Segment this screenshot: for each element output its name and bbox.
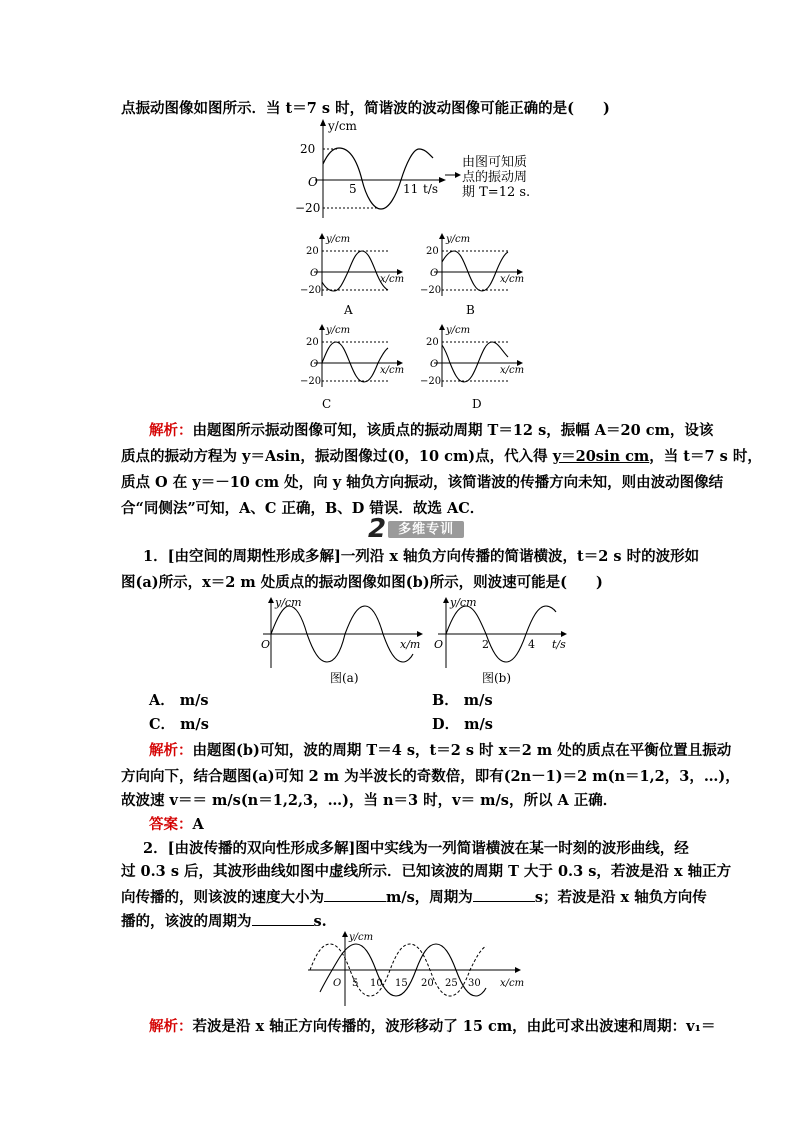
wave-curve: [442, 251, 508, 291]
blank-period-negative[interactable]: [252, 911, 314, 926]
ylabel: y/cm: [349, 932, 374, 943]
note-line-3: 期 T=12 s.: [462, 185, 531, 200]
q2-line-2: 过 0.3 s 后，其波形曲线如图中虚线所示．已知该波的周期 T 大于 0.3 s，若波是沿 x 轴正方: [121, 863, 732, 880]
q1-analysis-line-1: 解析：由题图(b)可知，波的周期 T＝4 s，t＝2 s 时 x＝2 m 处的质点在平衡位置且振动: [149, 742, 732, 759]
option-c[interactable]: C． m/s: [149, 716, 209, 733]
caption: 图(a): [330, 671, 359, 685]
ylabel: y/cm: [326, 234, 351, 245]
tick-x-11: 11: [403, 182, 419, 196]
q1-figure-b: [436, 596, 586, 686]
xlabel: t/s: [423, 182, 439, 196]
ylabel: y/cm: [446, 325, 471, 336]
analysis-label: 解析：: [149, 422, 193, 439]
tick-y-20: 20: [306, 246, 319, 257]
wave-curve: [322, 342, 388, 382]
question-stem: 点振动图像如图所示．当 t＝7 s 时，简谐波的波动图像可能正确的是( ): [121, 100, 610, 117]
vibration-curve: [323, 148, 433, 209]
blank-speed[interactable]: [324, 887, 386, 902]
q1-analysis-line-3: 故波速 v＝＝ m/s(n＝1,2,3，…)，当 n＝3 时，v＝ m/s，所以 A 正确．: [121, 792, 618, 809]
xlabel: x/cm: [500, 978, 525, 989]
wave-curve: [442, 342, 508, 382]
option-letter: A: [344, 303, 353, 317]
tick-y-20: 20: [426, 246, 439, 257]
caption: 图(b): [482, 671, 512, 685]
tick-y-neg20: −20: [300, 376, 322, 387]
option-letter: D: [472, 397, 482, 411]
option-letter: B: [466, 303, 475, 317]
origin-label: O: [310, 359, 319, 370]
xlabel: x/cm: [380, 274, 405, 285]
xlabel: x/m: [400, 638, 421, 651]
tick-y-20: 20: [306, 337, 319, 348]
origin-label: O: [434, 638, 444, 651]
q1-line-2: 图(a)所示，x＝2 m 处质点的振动图像如图(b)所示，则波速可能是( ): [121, 574, 603, 591]
vibration-graph: [295, 118, 565, 228]
q1-line-1: 1．[由空间的周期性形成多解]一列沿 x 轴负方向传播的简谐横波，t＝2 s 时的波形如: [143, 548, 700, 565]
answer-label: 答案：: [149, 816, 193, 833]
tick-x-5: 5: [352, 978, 359, 989]
tick-y-neg20: −20: [295, 201, 321, 215]
origin-label: O: [310, 268, 319, 279]
analysis-label: 解析：: [149, 1018, 193, 1035]
tick-x-2: 2: [482, 638, 489, 651]
q2-line-4: 播的，该波的周期为 s.: [121, 913, 327, 930]
tick-y-neg20: −20: [300, 285, 322, 296]
xlabel: x/cm: [500, 365, 525, 376]
ylabel: y/cm: [450, 596, 477, 609]
option-figure-c: [300, 323, 410, 415]
tick-y-20: 20: [426, 337, 439, 348]
q2-line-3: 向传播的，则该波的速度大小为 m/s，周期为 s；若波是沿 x 轴负方向传: [121, 889, 707, 906]
analysis-label: 解析：: [149, 742, 193, 759]
tick-x-20: 20: [421, 978, 434, 989]
xlabel: x/cm: [380, 365, 405, 376]
ylabel: y/cm: [326, 325, 351, 336]
ylabel: y/cm: [328, 119, 357, 133]
option-figure-d: [420, 323, 530, 415]
origin-label: O: [308, 175, 318, 189]
underlined-formula: y＝20sin cm: [552, 448, 650, 465]
section-badge: [368, 514, 464, 544]
tick-y-neg20: −20: [420, 376, 442, 387]
analysis-line-3: 质点 O 在 y＝－10 cm 处，向 y 轴负方向振动，该简谐波的传播方向未知，则由波动图像结: [121, 474, 724, 491]
origin-label: O: [333, 978, 342, 989]
note-line-1: 由图可知质: [462, 155, 528, 170]
option-letter: C: [322, 397, 332, 411]
note-line-2: 点的振动周: [462, 170, 528, 185]
tick-x-30: 30: [468, 978, 481, 989]
section-number: 2: [368, 514, 387, 544]
q1-answer: [121, 815, 681, 835]
tick-y-20: 20: [300, 142, 316, 156]
analysis-line-4: 合“同侧法”可知，A、C 正确，B、D 错误．故选 AC．: [121, 500, 485, 517]
xlabel: t/s: [552, 638, 566, 651]
tick-x-15: 15: [395, 978, 408, 989]
tick-x-4: 4: [528, 638, 535, 651]
tick-y-neg20: −20: [420, 285, 442, 296]
blank-period[interactable]: [473, 887, 535, 902]
tick-x-25: 25: [445, 978, 458, 989]
analysis-line-1: 解析：由题图所示振动图像可知，该质点的振动周期 T＝12 s，振幅 A＝20 cm，设该: [149, 422, 714, 439]
option-b[interactable]: B． m/s: [432, 692, 493, 709]
option-figure-a: [300, 232, 410, 322]
origin-label: O: [430, 359, 439, 370]
option-d[interactable]: D． m/s: [432, 716, 493, 733]
ylabel: y/cm: [446, 234, 471, 245]
ylabel: y/cm: [275, 596, 302, 609]
option-figure-b: [420, 232, 530, 322]
q2-analysis-line-1: 解析：若波是沿 x 轴正方向传播的，波形移动了 15 cm，由此可求出波速和周期：v₁＝: [149, 1018, 716, 1035]
q1-figure-a: [255, 596, 430, 686]
tick-x-10: 10: [370, 978, 383, 989]
origin-label: O: [430, 268, 439, 279]
origin-label: O: [261, 638, 271, 651]
option-a[interactable]: A． m/s: [149, 692, 209, 709]
answer-value: A: [192, 816, 204, 833]
xlabel: x/cm: [500, 274, 525, 285]
q2-figure: [300, 930, 530, 1010]
section-title: 多维专训: [388, 521, 464, 538]
analysis-line-2: 质点的振动方程为 y＝Asin，振动图像过(0，10 cm)点，代入得 y＝20sin cm，当 t＝7 s 时，: [121, 448, 762, 465]
tick-x-5: 5: [349, 182, 357, 196]
wave-curve: [322, 251, 388, 291]
q2-line-1: 2．[由波传播的双向性形成多解]图中实线为一列简谐横波在某一时刻的波形曲线，经: [143, 840, 689, 857]
q1-analysis-line-2: 方向向下，结合题图(a)可知 2 m 为半波长的奇数倍，即有(2n－1)＝2 m(n＝1,2，3，…)，: [121, 768, 740, 785]
